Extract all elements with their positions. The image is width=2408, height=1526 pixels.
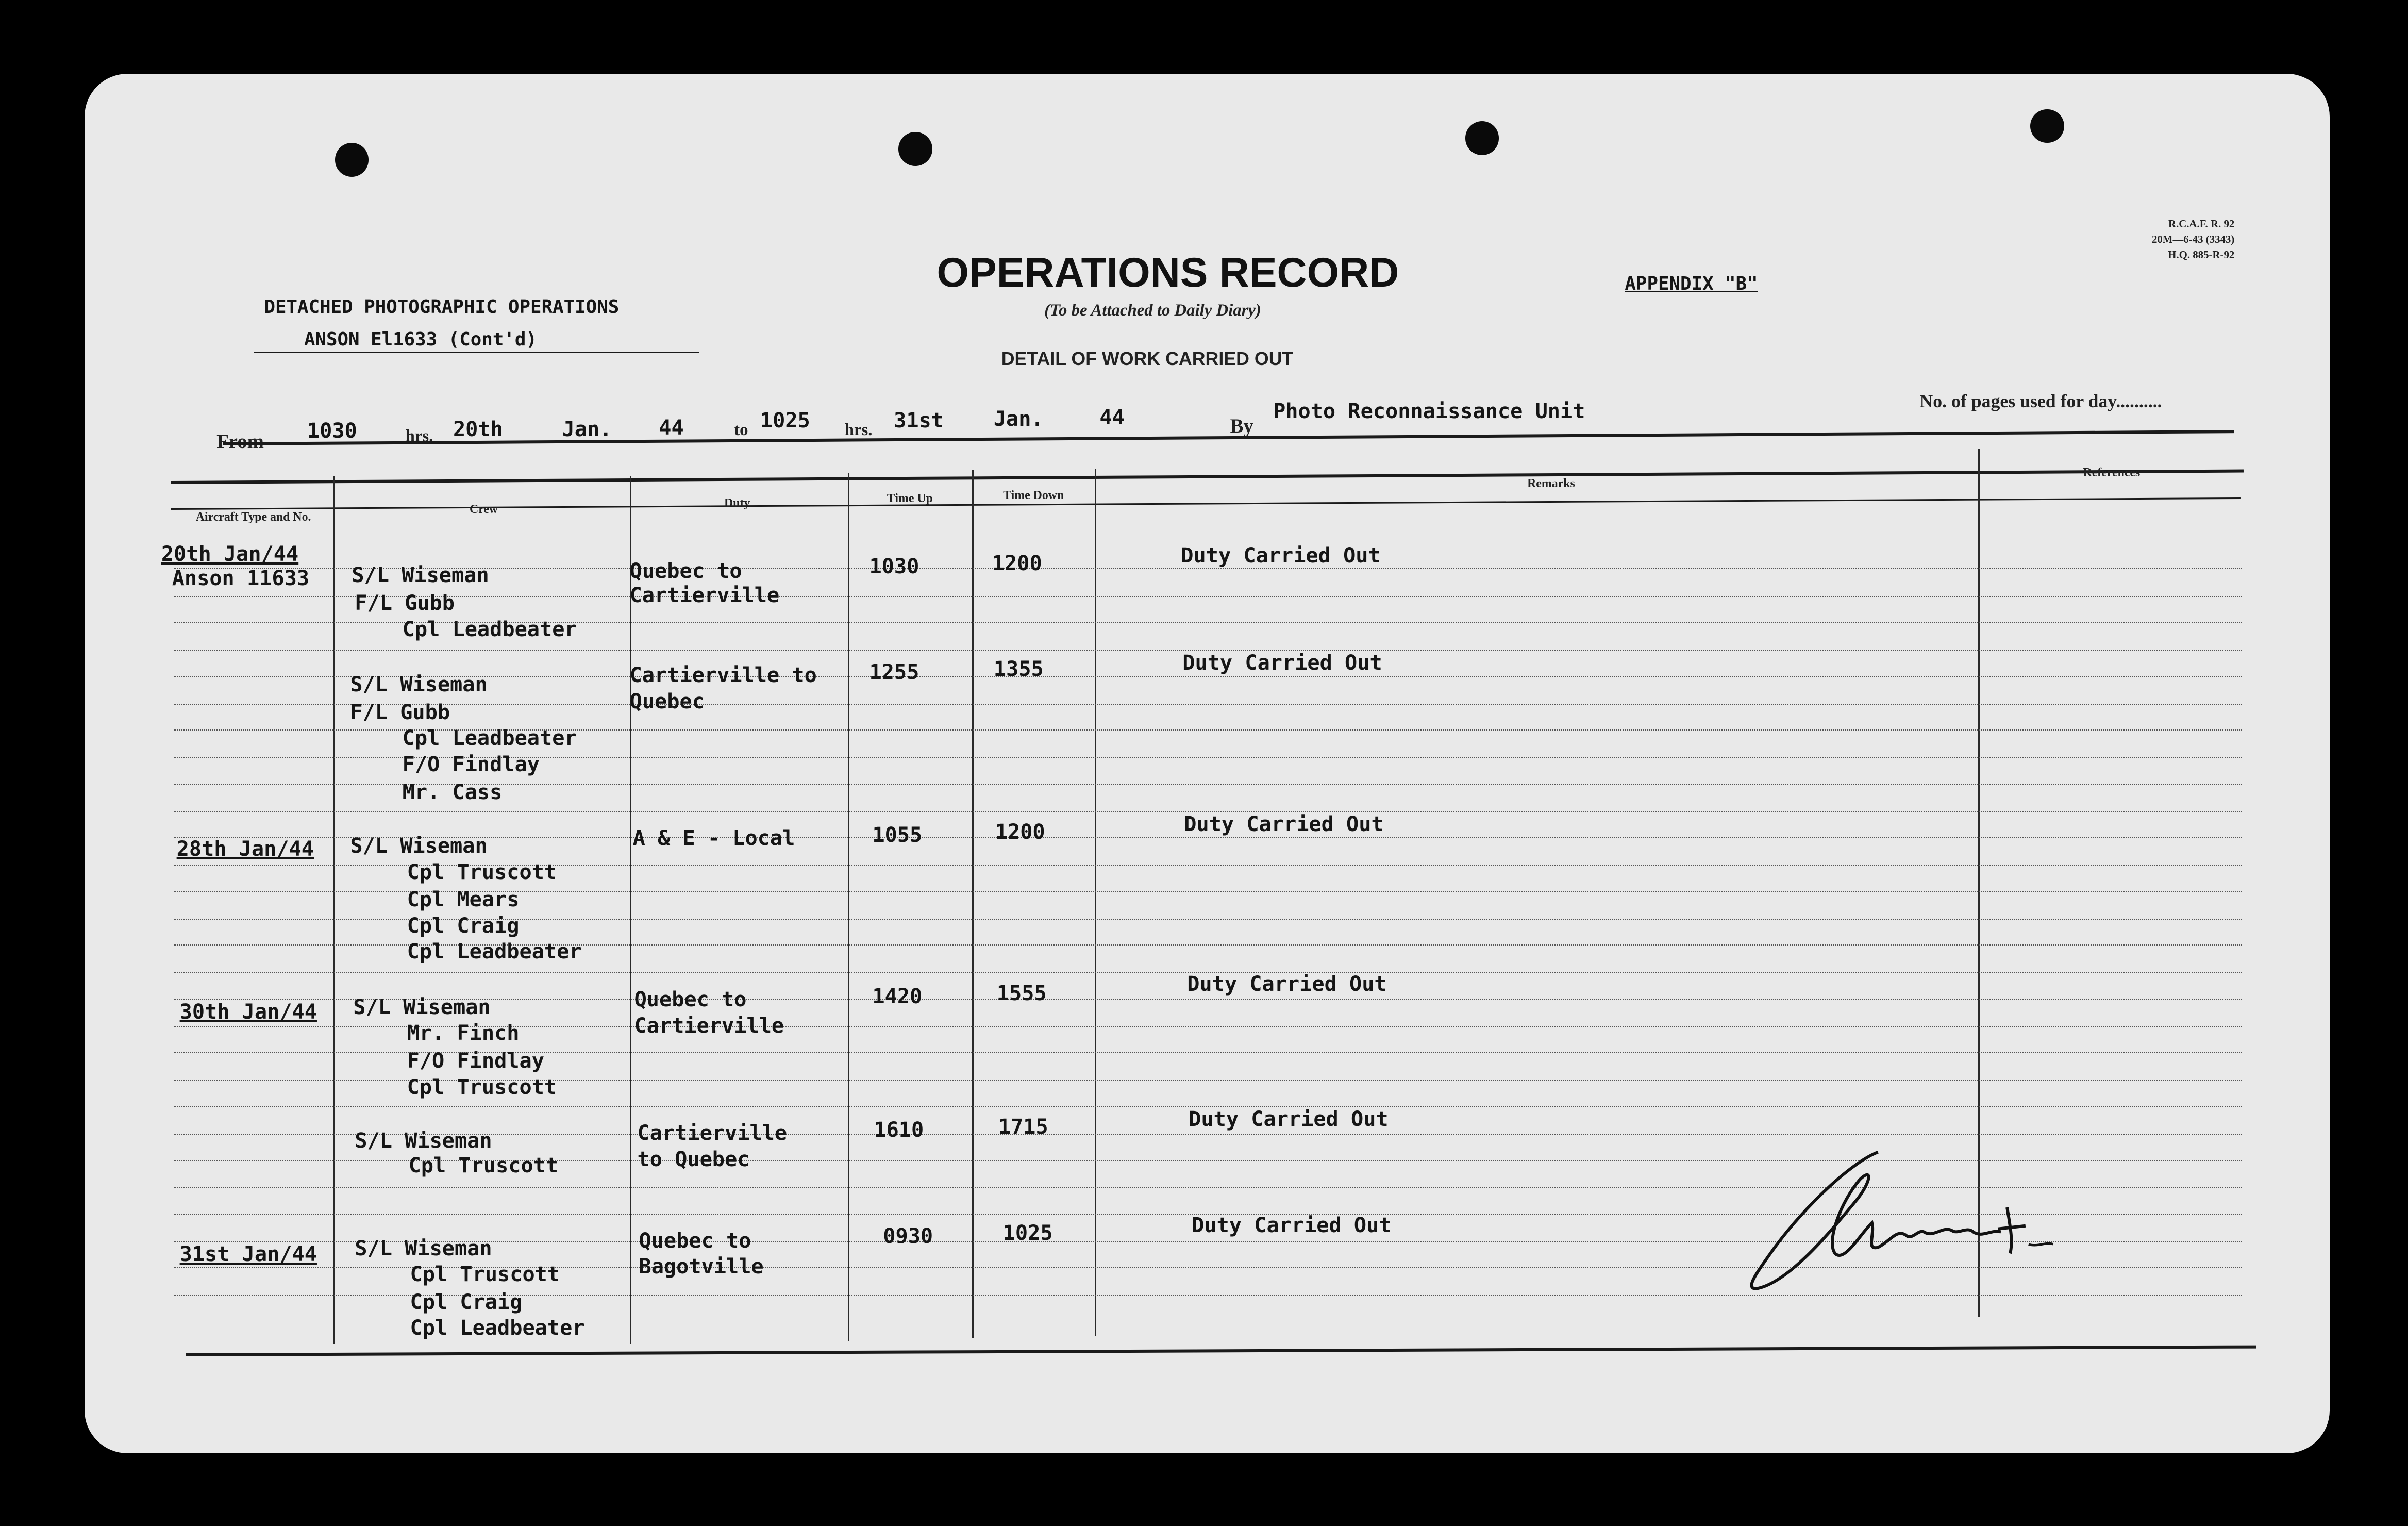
crew-member: S/L Wiseman bbox=[355, 1129, 492, 1153]
unit-line-2: ANSON El1633 (Cont'd) bbox=[304, 328, 537, 350]
remarks: Duty Carried Out bbox=[1182, 651, 1382, 675]
duty-line: A & E - Local bbox=[632, 826, 795, 850]
punch-hole bbox=[1465, 121, 1499, 155]
from-time: 1030 bbox=[307, 419, 357, 443]
crew-member: Cpl Truscott bbox=[410, 1263, 560, 1287]
time-down: 1025 bbox=[1002, 1221, 1053, 1245]
time-down: 1200 bbox=[992, 551, 1042, 575]
entry-date: 30th Jan/44 bbox=[179, 1000, 317, 1024]
hrs-label: hrs. bbox=[405, 427, 433, 446]
page-subtitle: (To be Attached to Daily Diary) bbox=[1044, 301, 1261, 320]
duty-line: Quebec to bbox=[634, 987, 747, 1011]
detail-heading: DETAIL OF WORK CARRIED OUT bbox=[1001, 349, 1294, 370]
remarks: Duty Carried Out bbox=[1181, 543, 1381, 568]
crew-member: Cpl Leadbeater bbox=[407, 940, 582, 964]
crew-member: Cpl Craig bbox=[410, 1290, 523, 1314]
col-header-time-down: Time Down bbox=[1003, 489, 1064, 503]
crew-member: Cpl Leadbeater bbox=[410, 1316, 585, 1340]
to-month: Jan. bbox=[993, 407, 1044, 431]
col-header-references: References bbox=[2083, 466, 2141, 479]
from-day: 20th bbox=[453, 418, 503, 442]
unit-name: Photo Reconnaissance Unit bbox=[1273, 399, 1585, 423]
page-title: OPERATIONS RECORD bbox=[937, 249, 1399, 296]
crew-member: F/O Findlay bbox=[402, 752, 540, 776]
col-header-duty: Duty bbox=[724, 496, 750, 510]
col-header-remarks: Remarks bbox=[1527, 476, 1575, 490]
crew-member: S/L Wiseman bbox=[352, 563, 489, 588]
from-label: From bbox=[216, 430, 264, 453]
time-up: 0930 bbox=[883, 1224, 933, 1248]
duty-line: Cartierville bbox=[629, 584, 780, 608]
duty-line: Cartierville bbox=[637, 1121, 788, 1146]
punch-hole bbox=[335, 143, 369, 177]
col-header-time-up: Time Up bbox=[887, 492, 933, 506]
time-up: 1030 bbox=[869, 554, 919, 578]
duty-line: Bagotville bbox=[639, 1255, 764, 1279]
time-up: 1420 bbox=[872, 984, 923, 1008]
form-code bbox=[2109, 217, 2234, 262]
form-code-line: 20M—6-43 (3343) bbox=[2151, 233, 2235, 245]
crew-member: Mr. Finch bbox=[407, 1021, 520, 1046]
pages-label: No. of pages used for day.......... bbox=[1919, 390, 2162, 411]
duty-line: to Quebec bbox=[637, 1147, 750, 1171]
crew-member: S/L Wiseman bbox=[350, 673, 488, 697]
to-time: 1025 bbox=[760, 408, 810, 433]
time-up: 1055 bbox=[872, 823, 923, 848]
crew-member: Cpl Truscott bbox=[407, 1075, 557, 1099]
duty-line: Quebec to bbox=[629, 559, 742, 583]
signature bbox=[1712, 1134, 2065, 1303]
time-down: 1200 bbox=[995, 820, 1045, 844]
duty-line: Cartierville to bbox=[629, 664, 817, 688]
duty-line: Quebec bbox=[629, 689, 705, 714]
col-header-crew: Crew bbox=[469, 503, 498, 517]
crew-member: S/L Wiseman bbox=[353, 995, 491, 1019]
remarks: Duty Carried Out bbox=[1192, 1213, 1392, 1237]
time-down: 1715 bbox=[998, 1115, 1048, 1139]
crew-member: F/L Gubb bbox=[350, 700, 450, 724]
col-header-aircraft: Aircraft Type and No. bbox=[195, 510, 311, 524]
appendix-label: APPENDIX "B" bbox=[1625, 273, 1758, 295]
from-month: Jan. bbox=[562, 418, 612, 442]
crew-member: F/L Gubb bbox=[355, 591, 455, 616]
crew-member: Cpl Truscott bbox=[407, 860, 557, 884]
entry-date: 28th Jan/44 bbox=[176, 837, 314, 861]
to-day: 31st bbox=[894, 408, 944, 433]
duty-line: Cartierville bbox=[634, 1014, 784, 1038]
crew-member: S/L Wiseman bbox=[350, 834, 488, 858]
from-year: 44 bbox=[659, 416, 684, 440]
unit-line-1: DETACHED PHOTOGRAPHIC OPERATIONS bbox=[264, 296, 620, 318]
time-up: 1610 bbox=[874, 1118, 924, 1142]
entry-aircraft: Anson 11633 bbox=[172, 567, 310, 591]
time-down: 1555 bbox=[996, 981, 1047, 1005]
crew-member: Cpl Leadbeater bbox=[402, 617, 577, 641]
crew-member: Cpl Mears bbox=[407, 888, 520, 912]
to-year: 44 bbox=[1099, 405, 1125, 429]
to-label: to bbox=[734, 421, 748, 440]
punch-hole bbox=[898, 132, 932, 166]
entry-date: 20th Jan/44 bbox=[161, 542, 299, 566]
entry-date: 31st Jan/44 bbox=[179, 1242, 317, 1267]
crew-member: Cpl Truscott bbox=[408, 1153, 559, 1177]
punch-hole bbox=[2030, 109, 2064, 143]
crew-member: Mr. Cass bbox=[402, 780, 503, 804]
hrs-label: hrs. bbox=[844, 421, 873, 440]
crew-member: Cpl Craig bbox=[407, 914, 520, 938]
crew-member: Cpl Leadbeater bbox=[402, 726, 577, 751]
form-code-line: R.C.A.F. R. 92 bbox=[2168, 218, 2235, 230]
time-up: 1255 bbox=[869, 660, 919, 685]
form-code-line: H.Q. 885-R-92 bbox=[2168, 248, 2235, 261]
crew-member: F/O Findlay bbox=[407, 1049, 544, 1073]
duty-line: Quebec to bbox=[639, 1229, 751, 1253]
record-card bbox=[85, 74, 2330, 1453]
remarks: Duty Carried Out bbox=[1187, 972, 1387, 997]
by-label: By bbox=[1230, 415, 1253, 438]
crew-member: S/L Wiseman bbox=[355, 1236, 492, 1260]
remarks: Duty Carried Out bbox=[1184, 812, 1384, 837]
time-down: 1355 bbox=[993, 657, 1044, 682]
remarks: Duty Carried Out bbox=[1189, 1107, 1389, 1132]
